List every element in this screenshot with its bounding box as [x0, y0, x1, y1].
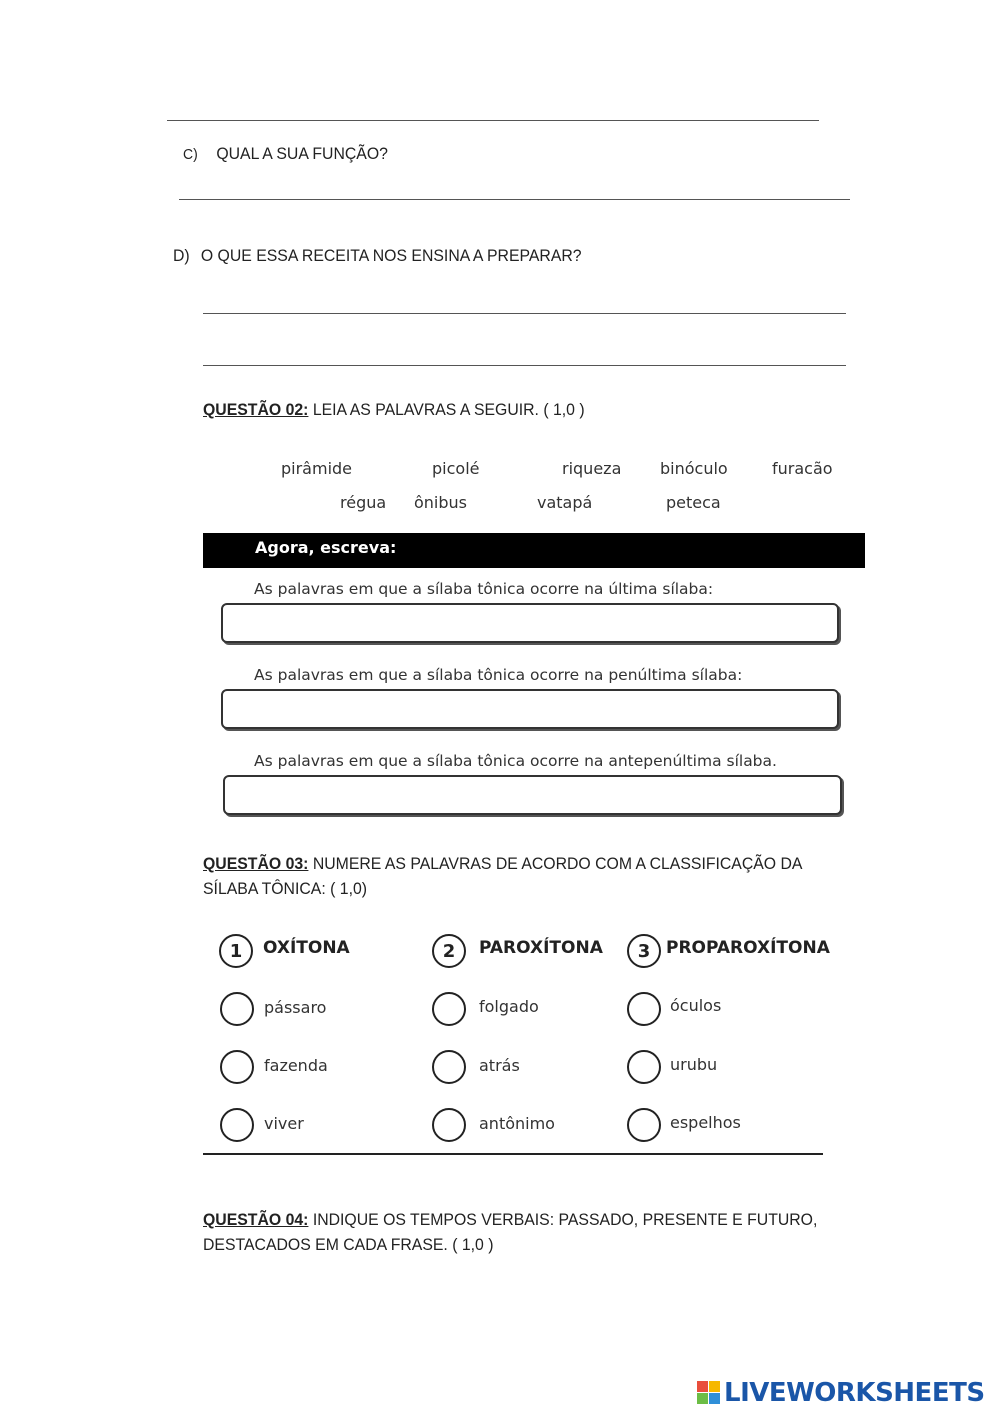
word-item: pássaro: [264, 998, 327, 1017]
answer-circle[interactable]: [627, 1050, 661, 1084]
question-text: QUAL A SUA FUNÇÃO?: [216, 144, 388, 163]
questao-02-heading: QUESTÃO 02:: [203, 400, 309, 419]
question-letter: D): [173, 246, 190, 265]
answer-line[interactable]: [203, 365, 846, 366]
answer-circle[interactable]: [220, 992, 254, 1026]
answer-circle[interactable]: [220, 1050, 254, 1084]
prompt-penultimate-syllable: As palavras em que a sílaba tônica ocorre na penúltima sílaba:: [254, 666, 743, 684]
word-item: espelhos: [670, 1113, 741, 1132]
category-number: 2: [432, 934, 466, 968]
answer-circle[interactable]: [432, 1108, 466, 1142]
instruction-bar-title: Agora, escreva:: [255, 538, 397, 557]
table-bottom-rule: [203, 1153, 823, 1155]
prompt-antepenultimate-syllable: As palavras em que a sílaba tônica ocorre na antepenúltima sílaba.: [254, 752, 777, 770]
liveworksheets-logo-icon: [697, 1381, 721, 1405]
questao-04-title: [203, 1207, 817, 1257]
questao-04-text: INDIQUE OS TEMPOS VERBAIS: PASSADO, PRESENTE E FUTURO,: [308, 1210, 818, 1229]
answer-line[interactable]: [179, 199, 850, 200]
questao-02-text: LEIA AS PALAVRAS A SEGUIR. ( 1,0 ): [308, 400, 585, 419]
questao-03-text: SÍLABA TÔNICA: ( 1,0): [203, 879, 368, 898]
category-label: PAROXÍTONA: [479, 938, 603, 958]
word-item: pirâmide: [281, 459, 353, 478]
word-item: viver: [264, 1114, 304, 1133]
answer-line[interactable]: [167, 120, 819, 121]
word-item: atrás: [479, 1056, 520, 1075]
answer-circle[interactable]: [432, 992, 466, 1026]
answer-box-proparoxitona[interactable]: [223, 775, 842, 815]
answer-line[interactable]: [203, 313, 846, 314]
answer-circle[interactable]: [627, 992, 661, 1026]
word-item: vatapá: [537, 493, 593, 512]
word-item: peteca: [666, 493, 721, 512]
brand-name: LIVEWORKSHEETS: [724, 1378, 985, 1408]
word-item: antônimo: [479, 1114, 555, 1133]
word-item: riqueza: [562, 459, 622, 478]
category-number: 3: [627, 934, 661, 968]
word-item: óculos: [670, 996, 722, 1015]
answer-circle[interactable]: [432, 1050, 466, 1084]
word-item: picolé: [432, 459, 480, 478]
questao-02-title: [203, 397, 585, 422]
word-item: furacão: [772, 459, 833, 478]
category-label: PROPAROXÍTONA: [666, 938, 830, 958]
word-item: régua: [340, 493, 387, 512]
answer-circle[interactable]: [220, 1108, 254, 1142]
prompt-last-syllable: As palavras em que a sílaba tônica ocorre na última sílaba:: [254, 580, 714, 598]
category-label: OXÍTONA: [263, 938, 350, 958]
questao-03-title: [203, 851, 802, 901]
answer-box-paroxitona[interactable]: [221, 689, 839, 729]
word-item: fazenda: [264, 1056, 328, 1075]
questao-04-text: DESTACADOS EM CADA FRASE. ( 1,0 ): [203, 1235, 494, 1254]
answer-box-oxitona[interactable]: [221, 603, 839, 643]
word-item: ônibus: [414, 493, 468, 512]
category-number: 1: [219, 934, 253, 968]
word-item: urubu: [670, 1055, 718, 1074]
question-d: [173, 243, 582, 268]
question-letter: C): [183, 146, 198, 163]
word-item: binóculo: [660, 459, 728, 478]
word-item: folgado: [479, 997, 539, 1016]
questao-03-text: NUMERE AS PALAVRAS DE ACORDO COM A CLASSIFICAÇÃO DA: [308, 854, 803, 873]
question-c: [183, 141, 388, 167]
questao-03-heading: QUESTÃO 03:: [203, 854, 309, 873]
question-text: O QUE ESSA RECEITA NOS ENSINA A PREPARAR?: [200, 246, 582, 265]
answer-circle[interactable]: [627, 1108, 661, 1142]
questao-04-heading: QUESTÃO 04:: [203, 1210, 309, 1229]
instruction-bar: [203, 533, 865, 568]
